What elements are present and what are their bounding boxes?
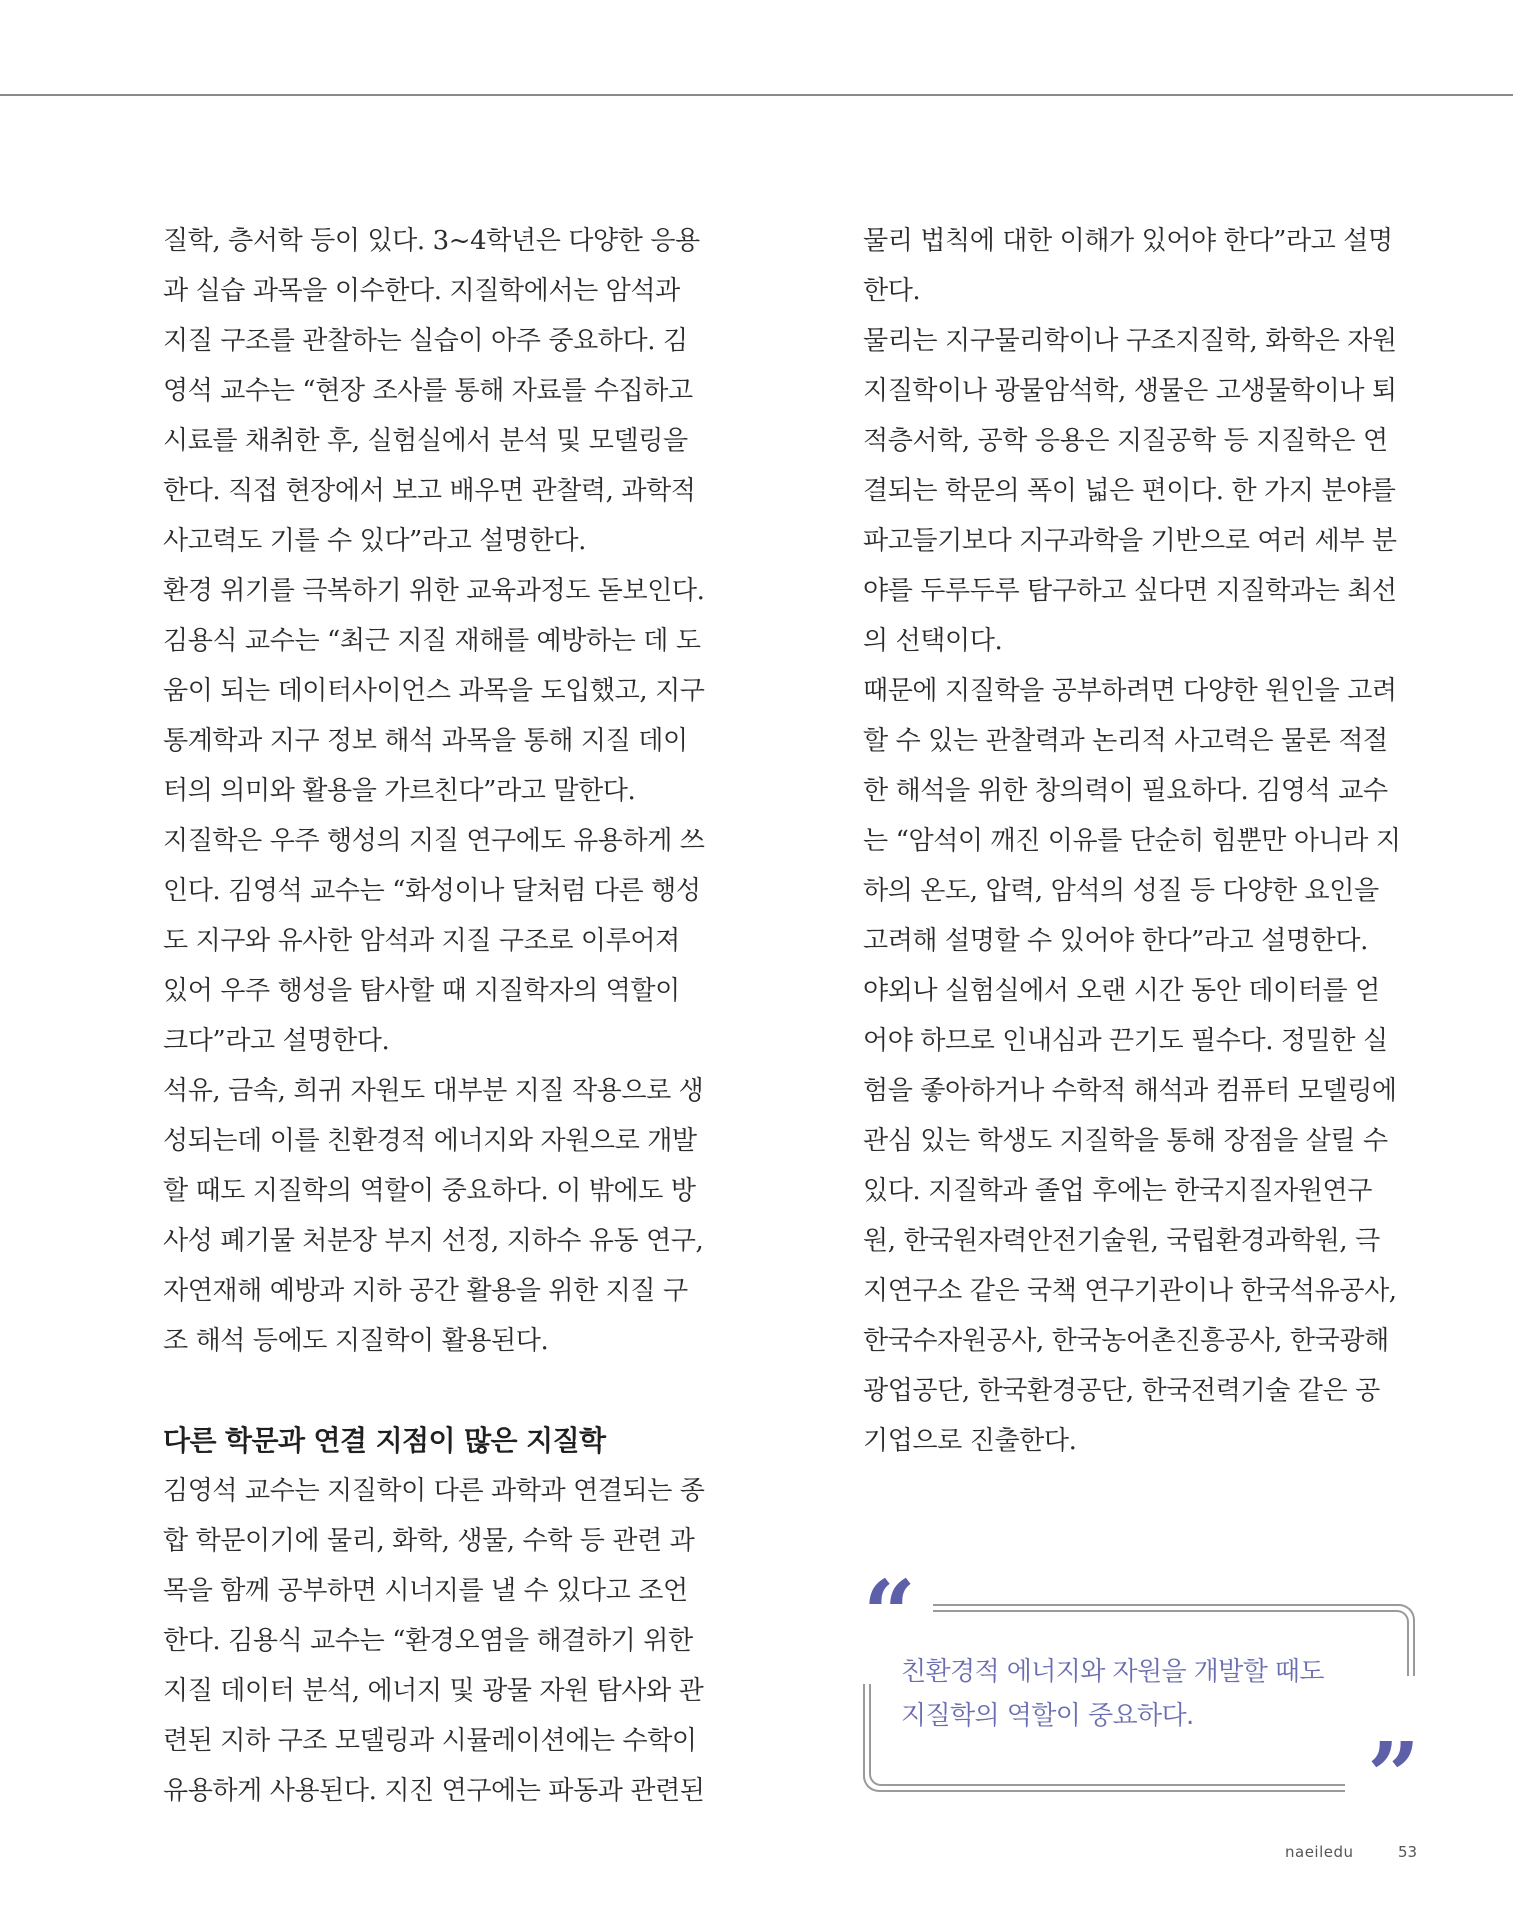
- text-line: 광업공단, 한국환경공단, 한국전력기술 같은 공: [863, 1376, 1380, 1406]
- paragraph-planetary: [163, 816, 718, 1066]
- text-line: 조 해석 등에도 지질학이 활용된다.: [163, 1326, 549, 1356]
- text-line: 사성 폐기물 처분장 부지 선정, 지하수 유동 연구,: [163, 1226, 704, 1256]
- text-line: 있다. 지질학과 졸업 후에는 한국지질자원연구: [863, 1176, 1372, 1206]
- text-line: 지질학은 우주 행성의 지질 연구에도 유용하게 쓰: [163, 826, 705, 856]
- text-line: 있어 우주 행성을 탐사할 때 지질학자의 역할이: [163, 976, 680, 1006]
- text-line: 할 때도 지질학의 역할이 중요하다. 이 밖에도 방: [163, 1176, 696, 1206]
- text-line: 고려해 설명할 수 있어야 한다”라고 설명한다.: [863, 926, 1368, 956]
- text-line: 한다. 김용식 교수는 “환경오염을 해결하기 위한: [163, 1626, 693, 1656]
- text-line: 지연구소 같은 국책 연구기관이나 한국석유공사,: [863, 1276, 1397, 1306]
- text-line: 합 학문이기에 물리, 화학, 생물, 수학 등 관련 과: [163, 1526, 695, 1556]
- paragraph-careers: [863, 966, 1418, 1466]
- text-line: 석유, 금속, 희귀 자원도 대부분 지질 작용으로 생: [163, 1076, 704, 1106]
- text-line: 성되는데 이를 친환경적 에너지와 자원으로 개발: [163, 1126, 697, 1156]
- pull-quote-line: 친환경적 에너지와 자원을 개발할 때도: [901, 1657, 1324, 1687]
- text-line: 기업으로 진출한다.: [863, 1426, 1077, 1456]
- text-line: 한국수자원공사, 한국농어촌진흥공사, 한국광해: [863, 1326, 1389, 1356]
- text-line: 의 선택이다.: [863, 626, 1003, 656]
- text-line: 인다. 김영석 교수는 “화성이나 달처럼 다른 행성: [163, 876, 701, 906]
- paragraph-physics: [863, 216, 1418, 316]
- section-gap: [163, 1366, 718, 1416]
- text-line: 시료를 채취한 후, 실험실에서 분석 및 모델링을: [163, 426, 688, 456]
- text-line: 김용식 교수는 “최근 지질 재해를 예방하는 데 도: [163, 626, 701, 656]
- text-line: 때문에 지질학을 공부하려면 다양한 원인을 고려: [863, 676, 1397, 706]
- text-line: 김영석 교수는 지질학이 다른 과학과 연결되는 종: [163, 1476, 705, 1506]
- text-line: 한 해석을 위한 창의력이 필요하다. 김영석 교수: [863, 776, 1388, 806]
- text-line: 야를 두루두루 탐구하고 싶다면 지질학과는 최선: [863, 576, 1397, 606]
- pull-quote-line: 지질학의 역할이 중요하다.: [901, 1701, 1194, 1731]
- top-divider: [0, 94, 1513, 96]
- text-line: 크다”라고 설명한다.: [163, 1026, 390, 1056]
- text-line: 파고들기보다 지구과학을 기반으로 여러 세부 분: [863, 526, 1397, 556]
- paragraph-skills: [863, 666, 1418, 966]
- open-quote-icon: “: [863, 1560, 916, 1668]
- text-line: 터의 의미와 활용을 가르친다”라고 말한다.: [163, 776, 636, 806]
- section-heading: 다른 학문과 연결 지점이 많은 지질학: [163, 1424, 606, 1457]
- text-line: 영석 교수는 “현장 조사를 통해 자료를 수집하고: [163, 376, 693, 406]
- text-line: 련된 지하 구조 모델링과 시뮬레이션에는 수학이: [163, 1726, 697, 1756]
- text-line: 도 지구와 유사한 암석과 지질 구조로 이루어져: [163, 926, 680, 956]
- text-line: 어야 하므로 인내심과 끈기도 필수다. 정밀한 실: [863, 1026, 1388, 1056]
- text-line: 물리 법칙에 대한 이해가 있어야 한다”라고 설명: [863, 226, 1393, 256]
- text-line: 움이 되는 데이터사이언스 과목을 도입했고, 지구: [163, 676, 705, 706]
- paragraph-curriculum: [163, 216, 718, 566]
- text-line: 통계학과 지구 정보 해석 과목을 통해 지질 데이: [163, 726, 688, 756]
- text-line: 지질 구조를 관찰하는 실습이 아주 중요하다. 김: [163, 326, 688, 356]
- right-column: [863, 216, 1418, 1466]
- text-line: 사고력도 기를 수 있다”라고 설명한다.: [163, 526, 586, 556]
- page-number: 53: [1398, 1843, 1418, 1861]
- text-line: 목을 함께 공부하면 시너지를 낼 수 있다고 조언: [163, 1576, 688, 1606]
- text-line: 험을 좋아하거나 수학적 해석과 컴퓨터 모델링에: [863, 1076, 1397, 1106]
- text-line: 적층서학, 공학 응용은 지질공학 등 지질학은 연: [863, 426, 1388, 456]
- text-line: 지질학이나 광물암석학, 생물은 고생물학이나 퇴: [863, 376, 1397, 406]
- text-line: 한다. 직접 현장에서 보고 배우면 관찰력, 과학적: [163, 476, 696, 506]
- paragraph-fields: [863, 316, 1418, 666]
- footer-site-name: naeiledu: [1285, 1843, 1354, 1861]
- paragraph-environment: [163, 566, 718, 816]
- pull-quote: [863, 1560, 1420, 1830]
- text-line: 는 “암석이 깨진 이유를 단순히 힘뿐만 아니라 지: [863, 826, 1401, 856]
- pull-quote-text: [901, 1650, 1324, 1738]
- text-line: 물리는 지구물리학이나 구조지질학, 화학은 자원: [863, 326, 1397, 356]
- text-line: 하의 온도, 압력, 암석의 성질 등 다양한 요인을: [863, 876, 1379, 906]
- text-line: 한다.: [863, 276, 921, 306]
- text-line: 지질 데이터 분석, 에너지 및 광물 자원 탐사와 관: [163, 1676, 704, 1706]
- text-line: 원, 한국원자력안전기술원, 국립환경과학원, 극: [863, 1226, 1380, 1256]
- text-line: 자연재해 예방과 지하 공간 활용을 위한 지질 구: [163, 1276, 688, 1306]
- text-line: 과 실습 과목을 이수한다. 지질학에서는 암석과: [163, 276, 680, 306]
- text-line: 야외나 실험실에서 오랜 시간 동안 데이터를 얻: [863, 976, 1380, 1006]
- text-line: 환경 위기를 극복하기 위한 교육과정도 돋보인다.: [163, 576, 705, 606]
- text-line: 결되는 학문의 폭이 넓은 편이다. 한 가지 분야를: [863, 476, 1396, 506]
- close-quote-icon: ”: [1367, 1722, 1420, 1830]
- text-line: 질학, 층서학 등이 있다. 3~4학년은 다양한 응용: [163, 226, 700, 256]
- text-line: 유용하게 사용된다. 지진 연구에는 파동과 관련된: [163, 1776, 705, 1806]
- text-line: 관심 있는 학생도 지질학을 통해 장점을 살릴 수: [863, 1126, 1388, 1156]
- left-column: [163, 216, 718, 1816]
- paragraph-resources: [163, 1066, 718, 1366]
- text-line: 할 수 있는 관찰력과 논리적 사고력은 물론 적절: [863, 726, 1388, 756]
- paragraph-interdisciplinary: [163, 1466, 718, 1816]
